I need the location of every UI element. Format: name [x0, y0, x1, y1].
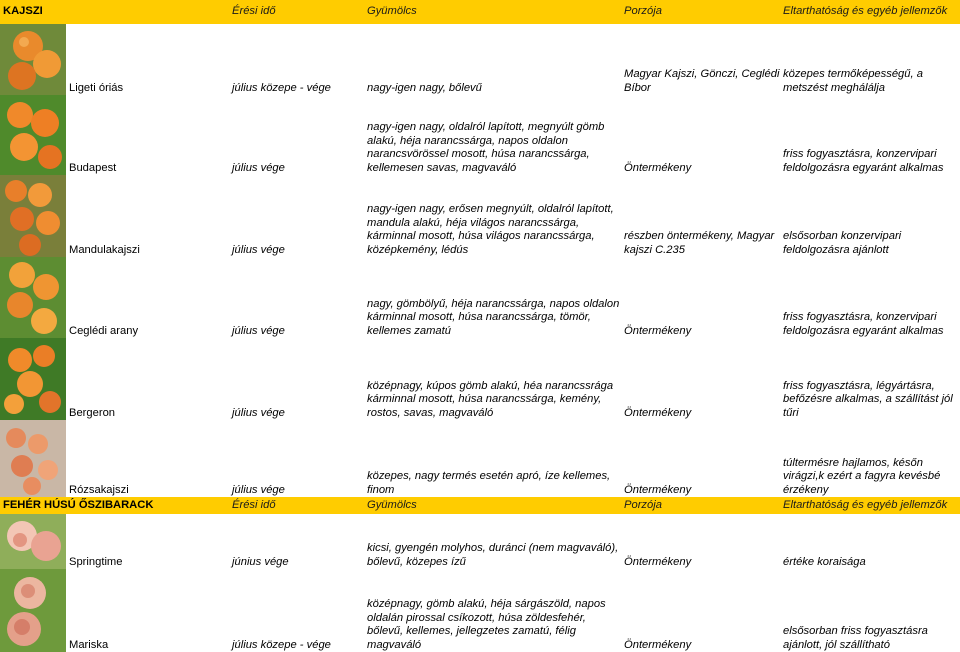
- table-row: [0, 514, 960, 569]
- fruit-photo: [0, 514, 66, 569]
- section-header-kajszi: [0, 0, 960, 24]
- shelf-life: értéke koraisága: [783, 555, 866, 568]
- table-row: [0, 257, 960, 338]
- ripening-time: július vége: [232, 243, 285, 256]
- variety-name: Mariska: [69, 638, 109, 651]
- table-row: [0, 420, 960, 497]
- fruit-description: középnagy, gömb alakú, héja sárgászöld, napos oldalán pirossal csíkozott, húsa zöldesfehér, bőlevű, kellemes, jellegzetes zamatú, félig magvaváló: [367, 598, 606, 651]
- ripening-time: július vége: [232, 406, 285, 419]
- shelf-life: friss fogyasztásra, konzervipari feldolgozásra egyaránt alkalmas: [783, 311, 944, 337]
- pollinator: részben öntermékeny, Magyar kajszi C.235: [624, 230, 775, 256]
- fruit-photo: [0, 420, 66, 497]
- fruit-photo: [0, 569, 66, 652]
- col-header-fruit: Gyümölcs: [364, 0, 621, 24]
- pollinator: Öntermékeny: [624, 161, 692, 174]
- ripening-time: július vége: [232, 324, 285, 337]
- shelf-life: friss fogyasztásra, légyártásra, befőzésre alkalmas, a szállítást jól tűri: [783, 379, 953, 419]
- ripening-time: június vége: [232, 555, 289, 568]
- section-header-peach: [0, 497, 960, 514]
- pollinator: Öntermékeny: [624, 406, 692, 419]
- shelf-life: friss fogyasztásra, konzervipari feldolgozásra egyaránt alkalmas: [783, 148, 944, 174]
- fruit-description: közepes, nagy termés esetén apró, íze kellemes, finom: [367, 470, 611, 496]
- col-header-shelf: Eltarthatóság és egyéb jellemzők: [780, 0, 960, 24]
- fruit-photo: [0, 24, 66, 95]
- variety-name: Ligeti óriás: [69, 81, 124, 94]
- section-title: KAJSZI: [0, 0, 229, 24]
- pollinator: Öntermékeny: [624, 324, 692, 337]
- shelf-life: elsősorban konzervipari feldolgozásra ajánlott: [783, 230, 902, 256]
- pollinator: Öntermékeny: [624, 638, 692, 651]
- fruit-photo: [0, 257, 66, 338]
- col-header-pollinator: Porzója: [621, 497, 780, 514]
- shelf-life: közepes termőképességű, a metszést meghálálja: [783, 68, 923, 94]
- col-header-fruit: Gyümölcs: [364, 497, 621, 514]
- fruit-description: nagy, gömbölyű, héja narancssárga, napos oldalon kárminnal mosott, húsa narancssárga, tömör, kellemes zamatú: [367, 297, 620, 337]
- pollinator: Magyar Kajszi, Gönczi, Ceglédi Bíbor: [624, 68, 780, 94]
- table-row: [0, 175, 960, 257]
- table-row: [0, 338, 960, 420]
- col-header-pollinator: Porzója: [621, 0, 780, 24]
- fruit-description: nagy-igen nagy, bőlevű: [367, 81, 482, 94]
- table-row: [0, 95, 960, 175]
- ripening-time: július közepe - vége: [232, 81, 331, 94]
- variety-name: Bergeron: [69, 406, 116, 419]
- ripening-time: július vége: [232, 161, 285, 174]
- pollinator: Öntermékeny: [624, 555, 692, 568]
- table-row: [0, 24, 960, 95]
- ripening-time: július közepe - vége: [232, 638, 331, 651]
- fruit-photo: [0, 95, 66, 175]
- variety-name: Springtime: [69, 555, 123, 568]
- col-header-time: Érési idő: [229, 497, 364, 514]
- shelf-life: túltermésre hajlamos, későn virágzi,k ezért a fagyra kevésbé érzékeny: [783, 456, 941, 496]
- col-header-shelf: Eltarthatóság és egyéb jellemzők: [780, 497, 960, 514]
- fruit-description: nagy-igen nagy, oldalról lapított, megnyúlt gömb alakú, héja narancssárga, napos oldalon narancsvörössel mosott, húsa narancssárga, kellemesen savas, magvaváló: [367, 121, 605, 174]
- fruit-photo: [0, 338, 66, 420]
- variety-name: Mandulakajszi: [69, 243, 140, 256]
- fruit-description: nagy-igen nagy, erősen megnyúlt, oldalról lapított, mandula alakú, héja világos narancssárga, kárminnal mosott, húsa világos narancssárga, középkemény, lédús: [367, 203, 614, 256]
- section-title: FEHÉR HÚSÚ ŐSZIBARACK: [0, 497, 229, 514]
- fruit-description: középnagy, kúpos gömb alakú, héa narancssrága kárminnal mosott, húsa narancssárga, kemény, rostos, savas, magvaváló: [367, 379, 614, 419]
- variety-name: Rózsakajszi: [69, 483, 129, 496]
- pollinator: Öntermékeny: [624, 483, 692, 496]
- variety-name: Budapest: [69, 161, 117, 174]
- col-header-time: Érési idő: [229, 0, 364, 24]
- variety-name: Ceglédi arany: [69, 324, 139, 337]
- shelf-life: elsősorban friss fogyasztásra ajánlott, jól szállítható: [783, 625, 928, 651]
- table-row: [0, 569, 960, 652]
- ripening-time: július vége: [232, 483, 285, 496]
- fruit-description: kicsi, gyengén molyhos, duránci (nem magvaváló), bőlevű, közepes ízű: [367, 542, 619, 568]
- fruit-photo: [0, 175, 66, 257]
